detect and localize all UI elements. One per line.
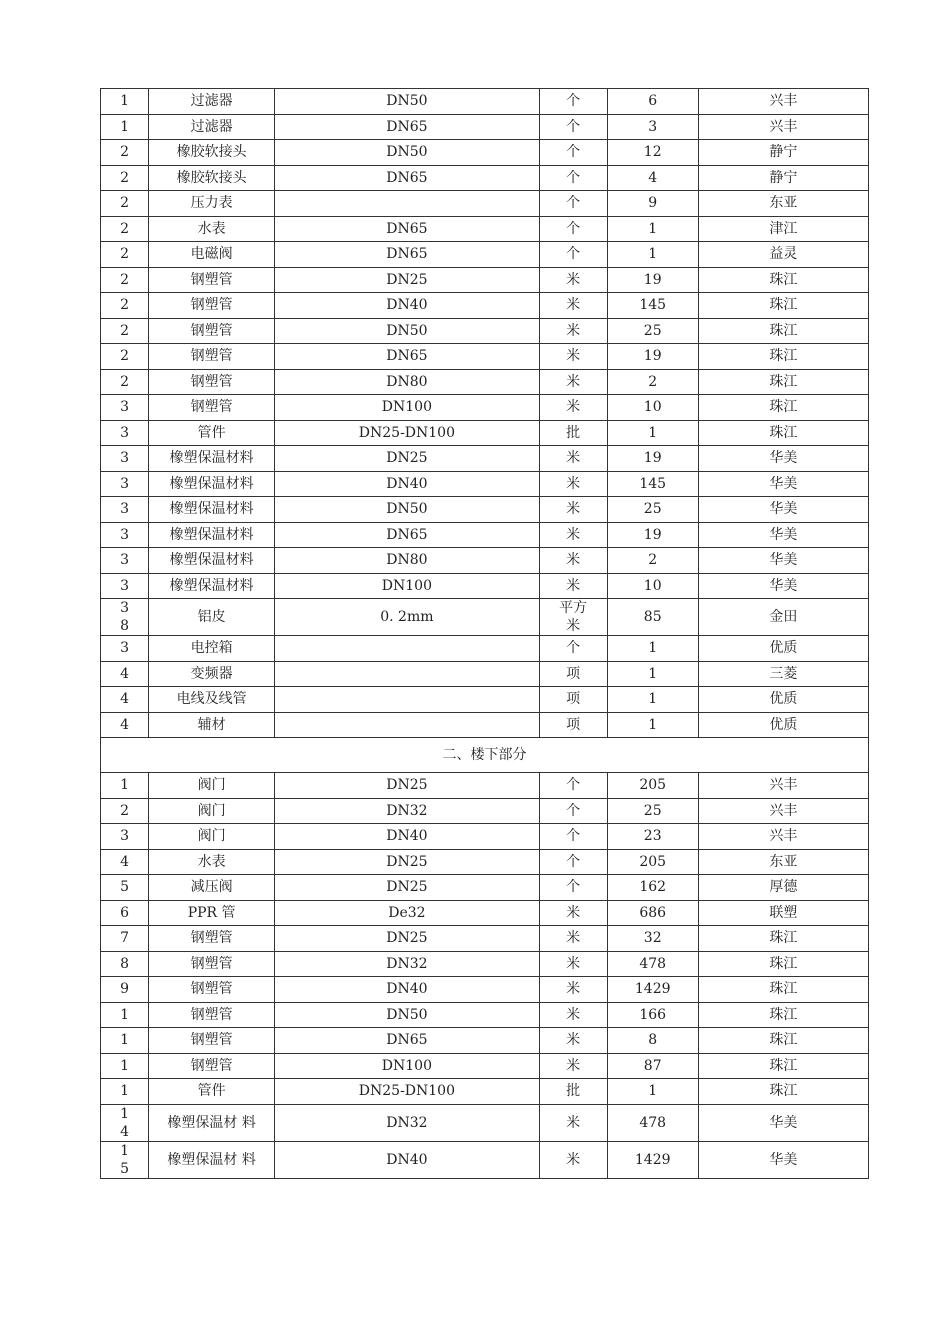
item-brand: 津江 (698, 216, 868, 242)
item-number: 1 (101, 1002, 149, 1028)
item-quantity: 1 (607, 216, 698, 242)
item-unit: 个 (539, 114, 607, 140)
item-brand: 优质 (698, 712, 868, 738)
table-row (101, 977, 869, 1003)
table-row (101, 900, 869, 926)
item-number: 4 (101, 712, 149, 738)
item-brand: 珠江 (698, 395, 868, 421)
item-unit: 米 (539, 1028, 607, 1054)
item-unit: 米 (539, 522, 607, 548)
item-spec: DN25 (275, 267, 539, 293)
item-name: 减压阀 (149, 875, 275, 901)
item-brand: 华美 (698, 1104, 868, 1141)
item-name: 水表 (149, 849, 275, 875)
item-quantity: 478 (607, 951, 698, 977)
materials-table (100, 88, 869, 1179)
item-number-line-1: 1 (120, 1105, 129, 1122)
item-spec: DN25 (275, 446, 539, 472)
table-row (101, 951, 869, 977)
item-number: 2 (101, 242, 149, 268)
item-number: 4 (101, 661, 149, 687)
item-quantity: 1429 (607, 977, 698, 1003)
item-number: 2 (101, 293, 149, 319)
table-row (101, 687, 869, 713)
table-row (101, 573, 869, 599)
item-unit: 个 (539, 824, 607, 850)
item-name: 橡胶软接头 (149, 140, 275, 166)
item-number: 1 (101, 1079, 149, 1105)
item-unit: 个 (539, 875, 607, 901)
item-spec: DN100 (275, 1053, 539, 1079)
item-name: 橡塑保温材 料 (149, 1104, 275, 1141)
item-quantity: 145 (607, 293, 698, 319)
item-quantity: 10 (607, 573, 698, 599)
table-row (101, 446, 869, 472)
item-quantity: 1 (607, 1079, 698, 1105)
item-brand: 兴丰 (698, 824, 868, 850)
item-spec: 0. 2mm (275, 599, 539, 636)
item-unit: 项 (539, 661, 607, 687)
item-brand: 珠江 (698, 1079, 868, 1105)
item-unit: 米 (539, 267, 607, 293)
item-spec: DN32 (275, 1104, 539, 1141)
table-row (101, 1002, 869, 1028)
table-row (101, 875, 869, 901)
item-brand: 华美 (698, 446, 868, 472)
item-number: 3 (101, 522, 149, 548)
table-row (101, 344, 869, 370)
item-number-line-1: 1 (120, 1142, 129, 1159)
item-spec: DN25 (275, 773, 539, 799)
item-spec (275, 191, 539, 217)
item-unit: 项 (539, 712, 607, 738)
item-brand: 益灵 (698, 242, 868, 268)
table-row (101, 318, 869, 344)
item-quantity: 1 (607, 242, 698, 268)
item-number: 5 (101, 875, 149, 901)
table-row (101, 1104, 869, 1141)
item-quantity: 10 (607, 395, 698, 421)
item-quantity: 1 (607, 636, 698, 662)
table-row (101, 636, 869, 662)
item-unit: 个 (539, 140, 607, 166)
item-unit-line-2: 米 (566, 618, 581, 634)
item-quantity: 1 (607, 687, 698, 713)
table-row (101, 773, 869, 799)
item-name: 电线及线管 (149, 687, 275, 713)
item-number (101, 1104, 149, 1141)
item-unit: 米 (539, 573, 607, 599)
item-number: 2 (101, 216, 149, 242)
item-name: 管件 (149, 1079, 275, 1105)
item-number-line-2: 8 (120, 618, 129, 634)
item-spec: DN65 (275, 1028, 539, 1054)
item-name: 钢塑管 (149, 395, 275, 421)
item-unit: 米 (539, 446, 607, 472)
item-brand: 兴丰 (698, 89, 868, 115)
item-spec: DN100 (275, 395, 539, 421)
table-row (101, 89, 869, 115)
item-number: 3 (101, 824, 149, 850)
item-spec: DN65 (275, 344, 539, 370)
table-row (101, 242, 869, 268)
item-unit: 米 (539, 344, 607, 370)
item-spec: DN65 (275, 522, 539, 548)
table-row (101, 165, 869, 191)
item-brand: 静宁 (698, 140, 868, 166)
item-brand: 东亚 (698, 191, 868, 217)
item-quantity: 6 (607, 89, 698, 115)
item-unit: 米 (539, 1053, 607, 1079)
item-brand: 珠江 (698, 1002, 868, 1028)
item-quantity: 1429 (607, 1141, 698, 1178)
item-name: 钢塑管 (149, 926, 275, 952)
item-quantity: 478 (607, 1104, 698, 1141)
item-number: 3 (101, 420, 149, 446)
item-brand: 珠江 (698, 1053, 868, 1079)
item-number: 7 (101, 926, 149, 952)
item-spec: DN25 (275, 875, 539, 901)
table-row (101, 497, 869, 523)
item-unit: 个 (539, 216, 607, 242)
item-unit: 个 (539, 242, 607, 268)
item-spec: DN50 (275, 497, 539, 523)
item-brand: 珠江 (698, 977, 868, 1003)
table-row (101, 216, 869, 242)
item-quantity: 1 (607, 420, 698, 446)
item-name: 钢塑管 (149, 1002, 275, 1028)
table-row (101, 420, 869, 446)
item-spec (275, 636, 539, 662)
item-brand: 珠江 (698, 926, 868, 952)
item-name: PPR 管 (149, 900, 275, 926)
item-number: 1 (101, 1028, 149, 1054)
item-number (101, 1141, 149, 1178)
item-spec (275, 661, 539, 687)
item-unit: 米 (539, 497, 607, 523)
item-unit: 米 (539, 1104, 607, 1141)
item-spec: DN25 (275, 849, 539, 875)
item-number: 3 (101, 548, 149, 574)
item-name: 橡塑保温材料 (149, 548, 275, 574)
item-quantity: 19 (607, 446, 698, 472)
item-brand: 东亚 (698, 849, 868, 875)
item-spec: DN40 (275, 293, 539, 319)
item-spec: DN40 (275, 977, 539, 1003)
item-number: 3 (101, 497, 149, 523)
table-row (101, 114, 869, 140)
item-number: 2 (101, 165, 149, 191)
item-name: 钢塑管 (149, 293, 275, 319)
table-row (101, 191, 869, 217)
item-quantity: 2 (607, 369, 698, 395)
item-name: 过滤器 (149, 89, 275, 115)
item-number: 2 (101, 140, 149, 166)
item-number: 1 (101, 89, 149, 115)
item-quantity: 85 (607, 599, 698, 636)
item-unit: 个 (539, 849, 607, 875)
item-spec: DN100 (275, 573, 539, 599)
item-spec: DN40 (275, 824, 539, 850)
item-number-line-1: 3 (120, 600, 129, 616)
item-spec: DN25 (275, 926, 539, 952)
item-spec: DN65 (275, 216, 539, 242)
item-unit: 米 (539, 926, 607, 952)
item-name: 钢塑管 (149, 267, 275, 293)
item-spec: DN25-DN100 (275, 420, 539, 446)
item-quantity: 686 (607, 900, 698, 926)
item-name: 电磁阀 (149, 242, 275, 268)
item-brand: 联塑 (698, 900, 868, 926)
item-unit: 个 (539, 165, 607, 191)
item-unit: 个 (539, 798, 607, 824)
item-name: 阀门 (149, 798, 275, 824)
item-spec: De32 (275, 900, 539, 926)
item-number: 2 (101, 369, 149, 395)
item-name: 阀门 (149, 773, 275, 799)
item-brand: 珠江 (698, 318, 868, 344)
item-number: 2 (101, 318, 149, 344)
item-name: 橡塑保温材料 (149, 573, 275, 599)
item-spec: DN65 (275, 114, 539, 140)
item-name: 橡塑保温材料 (149, 497, 275, 523)
item-brand: 珠江 (698, 420, 868, 446)
section-header-row (101, 738, 869, 773)
item-spec: DN50 (275, 1002, 539, 1028)
item-unit: 米 (539, 293, 607, 319)
item-brand: 珠江 (698, 951, 868, 977)
item-number-line-2: 4 (120, 1123, 129, 1140)
item-quantity: 3 (607, 114, 698, 140)
item-unit: 米 (539, 951, 607, 977)
item-spec: DN80 (275, 369, 539, 395)
materials-table-body (101, 89, 869, 1179)
table-row (101, 1053, 869, 1079)
item-brand: 珠江 (698, 344, 868, 370)
table-row (101, 1079, 869, 1105)
item-quantity: 205 (607, 849, 698, 875)
item-unit: 米 (539, 318, 607, 344)
item-unit-line-1: 平方 (559, 600, 588, 616)
item-number: 2 (101, 191, 149, 217)
item-spec: DN40 (275, 471, 539, 497)
table-row (101, 824, 869, 850)
item-unit: 米 (539, 395, 607, 421)
item-unit: 米 (539, 900, 607, 926)
table-row (101, 140, 869, 166)
item-unit (539, 599, 607, 636)
item-brand: 兴丰 (698, 773, 868, 799)
item-unit: 米 (539, 369, 607, 395)
item-number: 4 (101, 849, 149, 875)
item-number: 9 (101, 977, 149, 1003)
item-quantity: 205 (607, 773, 698, 799)
item-quantity: 1 (607, 712, 698, 738)
item-quantity: 12 (607, 140, 698, 166)
table-row (101, 599, 869, 636)
item-brand: 华美 (698, 471, 868, 497)
item-number: 6 (101, 900, 149, 926)
item-name: 过滤器 (149, 114, 275, 140)
item-unit: 个 (539, 191, 607, 217)
item-quantity: 87 (607, 1053, 698, 1079)
table-row (101, 267, 869, 293)
item-name: 钢塑管 (149, 318, 275, 344)
table-row (101, 661, 869, 687)
item-spec (275, 687, 539, 713)
item-number: 8 (101, 951, 149, 977)
item-number (101, 599, 149, 636)
item-brand: 珠江 (698, 1028, 868, 1054)
item-brand: 华美 (698, 497, 868, 523)
table-row (101, 712, 869, 738)
item-brand: 华美 (698, 573, 868, 599)
item-unit: 米 (539, 977, 607, 1003)
item-number: 2 (101, 344, 149, 370)
item-spec: DN32 (275, 798, 539, 824)
item-unit: 米 (539, 1141, 607, 1178)
item-brand: 优质 (698, 636, 868, 662)
item-unit: 米 (539, 471, 607, 497)
item-name: 钢塑管 (149, 344, 275, 370)
item-quantity: 25 (607, 798, 698, 824)
item-name: 电控箱 (149, 636, 275, 662)
item-name: 橡塑保温材料 (149, 522, 275, 548)
item-number: 3 (101, 446, 149, 472)
item-number: 2 (101, 267, 149, 293)
item-brand: 华美 (698, 1141, 868, 1178)
item-name: 铝皮 (149, 599, 275, 636)
item-number: 3 (101, 573, 149, 599)
item-unit: 项 (539, 687, 607, 713)
item-quantity: 2 (607, 548, 698, 574)
item-name: 钢塑管 (149, 1053, 275, 1079)
item-brand: 华美 (698, 522, 868, 548)
item-spec: DN50 (275, 89, 539, 115)
item-quantity: 19 (607, 522, 698, 548)
item-quantity: 8 (607, 1028, 698, 1054)
item-brand: 三菱 (698, 661, 868, 687)
table-row (101, 1141, 869, 1178)
item-brand: 珠江 (698, 369, 868, 395)
item-quantity: 162 (607, 875, 698, 901)
section-title: 二、楼下部分 (101, 738, 869, 773)
table-row (101, 798, 869, 824)
item-brand: 华美 (698, 548, 868, 574)
item-quantity: 4 (607, 165, 698, 191)
item-name: 橡胶软接头 (149, 165, 275, 191)
item-quantity: 19 (607, 267, 698, 293)
item-quantity: 1 (607, 661, 698, 687)
table-row (101, 522, 869, 548)
item-spec: DN25-DN100 (275, 1079, 539, 1105)
item-quantity: 145 (607, 471, 698, 497)
item-unit: 米 (539, 548, 607, 574)
item-quantity: 25 (607, 497, 698, 523)
table-row (101, 1028, 869, 1054)
table-row (101, 926, 869, 952)
item-quantity: 166 (607, 1002, 698, 1028)
item-name: 钢塑管 (149, 951, 275, 977)
table-row (101, 849, 869, 875)
item-number: 2 (101, 798, 149, 824)
item-quantity: 23 (607, 824, 698, 850)
item-unit: 批 (539, 1079, 607, 1105)
item-name: 辅材 (149, 712, 275, 738)
item-brand: 兴丰 (698, 114, 868, 140)
item-spec: DN32 (275, 951, 539, 977)
item-quantity: 25 (607, 318, 698, 344)
item-unit: 个 (539, 636, 607, 662)
item-name: 压力表 (149, 191, 275, 217)
item-name: 钢塑管 (149, 977, 275, 1003)
item-number: 1 (101, 1053, 149, 1079)
item-quantity: 32 (607, 926, 698, 952)
item-unit: 个 (539, 89, 607, 115)
item-name: 水表 (149, 216, 275, 242)
item-name: 管件 (149, 420, 275, 446)
item-brand: 静宁 (698, 165, 868, 191)
item-brand: 厚德 (698, 875, 868, 901)
item-quantity: 9 (607, 191, 698, 217)
table-row (101, 369, 869, 395)
item-name: 钢塑管 (149, 369, 275, 395)
item-spec: DN80 (275, 548, 539, 574)
item-brand: 兴丰 (698, 798, 868, 824)
item-number: 4 (101, 687, 149, 713)
item-name: 阀门 (149, 824, 275, 850)
table-row (101, 293, 869, 319)
item-name: 变频器 (149, 661, 275, 687)
item-number: 3 (101, 395, 149, 421)
item-unit: 批 (539, 420, 607, 446)
item-spec: DN50 (275, 318, 539, 344)
item-brand: 珠江 (698, 293, 868, 319)
item-name: 橡塑保温材 料 (149, 1141, 275, 1178)
table-row (101, 395, 869, 421)
item-spec: DN40 (275, 1141, 539, 1178)
item-number: 1 (101, 114, 149, 140)
item-spec: DN65 (275, 242, 539, 268)
table-row (101, 471, 869, 497)
item-brand: 珠江 (698, 267, 868, 293)
item-spec: DN50 (275, 140, 539, 166)
item-spec: DN65 (275, 165, 539, 191)
item-name: 橡塑保温材料 (149, 446, 275, 472)
item-name: 钢塑管 (149, 1028, 275, 1054)
item-number: 3 (101, 471, 149, 497)
item-spec (275, 712, 539, 738)
item-name: 橡塑保温材料 (149, 471, 275, 497)
item-unit: 个 (539, 773, 607, 799)
item-number: 1 (101, 773, 149, 799)
item-number-line-2: 5 (120, 1160, 129, 1177)
item-brand: 金田 (698, 599, 868, 636)
item-number: 3 (101, 636, 149, 662)
item-brand: 优质 (698, 687, 868, 713)
item-quantity: 19 (607, 344, 698, 370)
table-row (101, 548, 869, 574)
item-unit: 米 (539, 1002, 607, 1028)
